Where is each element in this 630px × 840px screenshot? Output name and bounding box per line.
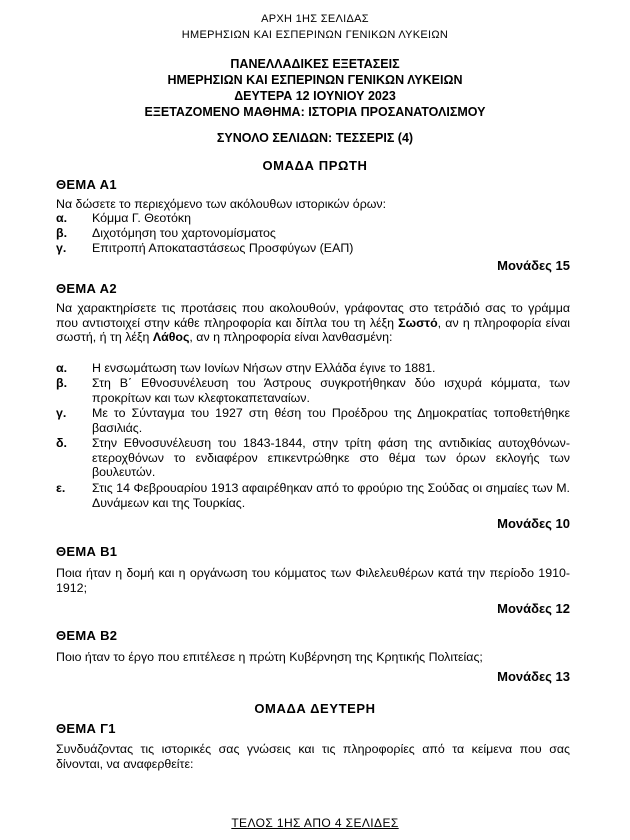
item-text: Διχοτόμηση του χαρτονομίσματος	[92, 226, 276, 240]
word-wrong: Λάθος	[152, 330, 190, 344]
topic-a2-marks: Μονάδες 10	[497, 516, 570, 531]
item-letter: γ.	[56, 241, 67, 255]
exam-schools: ΗΜΕΡΗΣΙΩΝ ΚΑΙ ΕΣΠΕΡΙΝΩΝ ΓΕΝΙΚΩΝ ΛΥΚΕΙΩΝ	[167, 73, 463, 87]
topic-b2-marks: Μονάδες 13	[497, 669, 570, 684]
topic-b2-text: Ποιο ήταν το έργο που επιτέλεσε η πρώτη Κυβέρνηση της Κρητικής Πολιτείας;	[56, 650, 483, 664]
item-letter: α.	[56, 361, 68, 375]
topic-b1-text: Ποια ήταν η δομή και η οργάνωση του κόμματος των Φιλελευθέρων κατά την περίοδο 1910-1912;	[56, 566, 570, 595]
topic-g1-heading: ΘΕΜΑ Γ1	[56, 721, 116, 736]
item-letter: δ.	[56, 436, 67, 450]
topic-a1-heading: ΘΕΜΑ Α1	[56, 177, 117, 192]
list-item	[56, 211, 570, 226]
list-item	[56, 241, 570, 256]
list-item	[56, 481, 570, 510]
exam-title: ΠΑΝΕΛΛΑΔΙΚΕΣ ΕΞΕΤΑΣΕΙΣ	[230, 57, 400, 71]
total-pages: ΣΥΝΟΛΟ ΣΕΛΙΔΩΝ: ΤΕΣΣΕΡΙΣ (4)	[216, 131, 414, 145]
list-item	[56, 361, 570, 376]
page-footer: ΤΕΛΟΣ 1ΗΣ ΑΠΟ 4 ΣΕΛΙΔΕΣ	[231, 816, 399, 830]
topic-a1-intro: Να δώσετε το περιεχόμενο των ακόλουθων ιστορικών όρων:	[56, 197, 387, 211]
word-correct: Σωστό	[398, 315, 438, 330]
topic-a2-heading: ΘΕΜΑ Α2	[56, 281, 117, 296]
list-item	[56, 226, 570, 241]
topic-b1-marks: Μονάδες 12	[497, 601, 570, 616]
topic-a2-intro	[56, 301, 570, 345]
list-item	[56, 376, 570, 405]
topic-g1-text: Συνδυάζοντας τις ιστορικές σας γνώσεις και τις πληροφορίες από τα κείμενα που σας δίνονται, να αναφερθείτε:	[56, 742, 570, 771]
topic-b2-heading: ΘΕΜΑ Β2	[56, 628, 118, 643]
item-text: Κόμμα Γ. Θεοτόκη	[92, 211, 191, 225]
item-letter: α.	[56, 211, 68, 225]
list-item	[56, 436, 570, 480]
item-letter: β.	[56, 226, 68, 240]
item-text: Στη Β΄ Εθνοσυνέλευση του Άστρους συγκροτήθηκαν δύο ισχυρά κόμματα, των προκρίτων και των κλεφτοκαπεταναίων.	[92, 376, 570, 405]
exam-subject: ΕΞΕΤΑΖΟΜΕΝΟ ΜΑΘΗΜΑ: ΙΣΤΟΡΙΑ ΠΡΟΣΑΝΑΤΟΛΙΣΜΟΥ	[144, 105, 486, 119]
item-text: Με το Σύνταγμα του 1927 στη θέση του Προέδρου της Δημοκρατίας τοποθετήθηκε βασιλιάς.	[92, 406, 570, 435]
exam-date: ΔΕΥΤΕΡΑ 12 ΙΟΥΝΙΟΥ 2023	[234, 89, 396, 103]
intro-text-part: , αν η πληροφορία είναι σωστή, ή τη λέξη	[56, 315, 570, 344]
school-type-header: ΗΜΕΡΗΣΙΩΝ ΚΑΙ ΕΣΠΕΡΙΝΩΝ ΓΕΝΙΚΩΝ ΛΥΚΕΙΩΝ	[181, 29, 449, 41]
item-letter: ε.	[56, 481, 66, 495]
item-letter: γ.	[56, 406, 67, 420]
item-letter: β.	[56, 376, 68, 390]
group-two-heading: ΟΜΑΔΑ ΔΕΥΤΕΡΗ	[254, 701, 376, 716]
group-one-heading: ΟΜΑΔΑ ΠΡΩΤΗ	[262, 158, 368, 173]
intro-text-part: Να χαρακτηρίσετε τις προτάσεις που ακολουθούν, γράφοντας στο τετράδιό σας το γράμμα που αντιστοιχεί στην κάθε πληροφορία και δίπλα του τη λέξη	[56, 301, 570, 330]
list-item	[56, 406, 570, 435]
intro-text-part: , αν η πληροφορία είναι λανθασμένη:	[189, 330, 393, 344]
topic-b1-heading: ΘΕΜΑ Β1	[56, 544, 118, 559]
topic-a1-marks: Μονάδες 15	[497, 258, 570, 273]
item-text: Στην Εθνοσυνέλευση του 1843-1844, στην τρίτη φάση της αντιδικίας αυτοχθόνων-ετεροχθόνων το ενδιαφέρον επικεντρώθηκε στο θέμα των όρων εκλογής των βουλευτών.	[92, 436, 570, 479]
item-text: Επιτροπή Αποκαταστάσεως Προσφύγων (ΕΑΠ)	[92, 241, 354, 255]
page-start-header: ΑΡΧΗ 1ΗΣ ΣΕΛΙΔΑΣ	[261, 13, 369, 25]
item-text: Στις 14 Φεβρουαρίου 1913 αφαιρέθηκαν από το φρούριο της Σούδας οι σημαίες των Μ. Δυνάμεων και της Τουρκίας.	[92, 481, 570, 510]
item-text: Η ενσωμάτωση των Ιονίων Νήσων στην Ελλάδα έγινε το 1881.	[92, 361, 436, 375]
